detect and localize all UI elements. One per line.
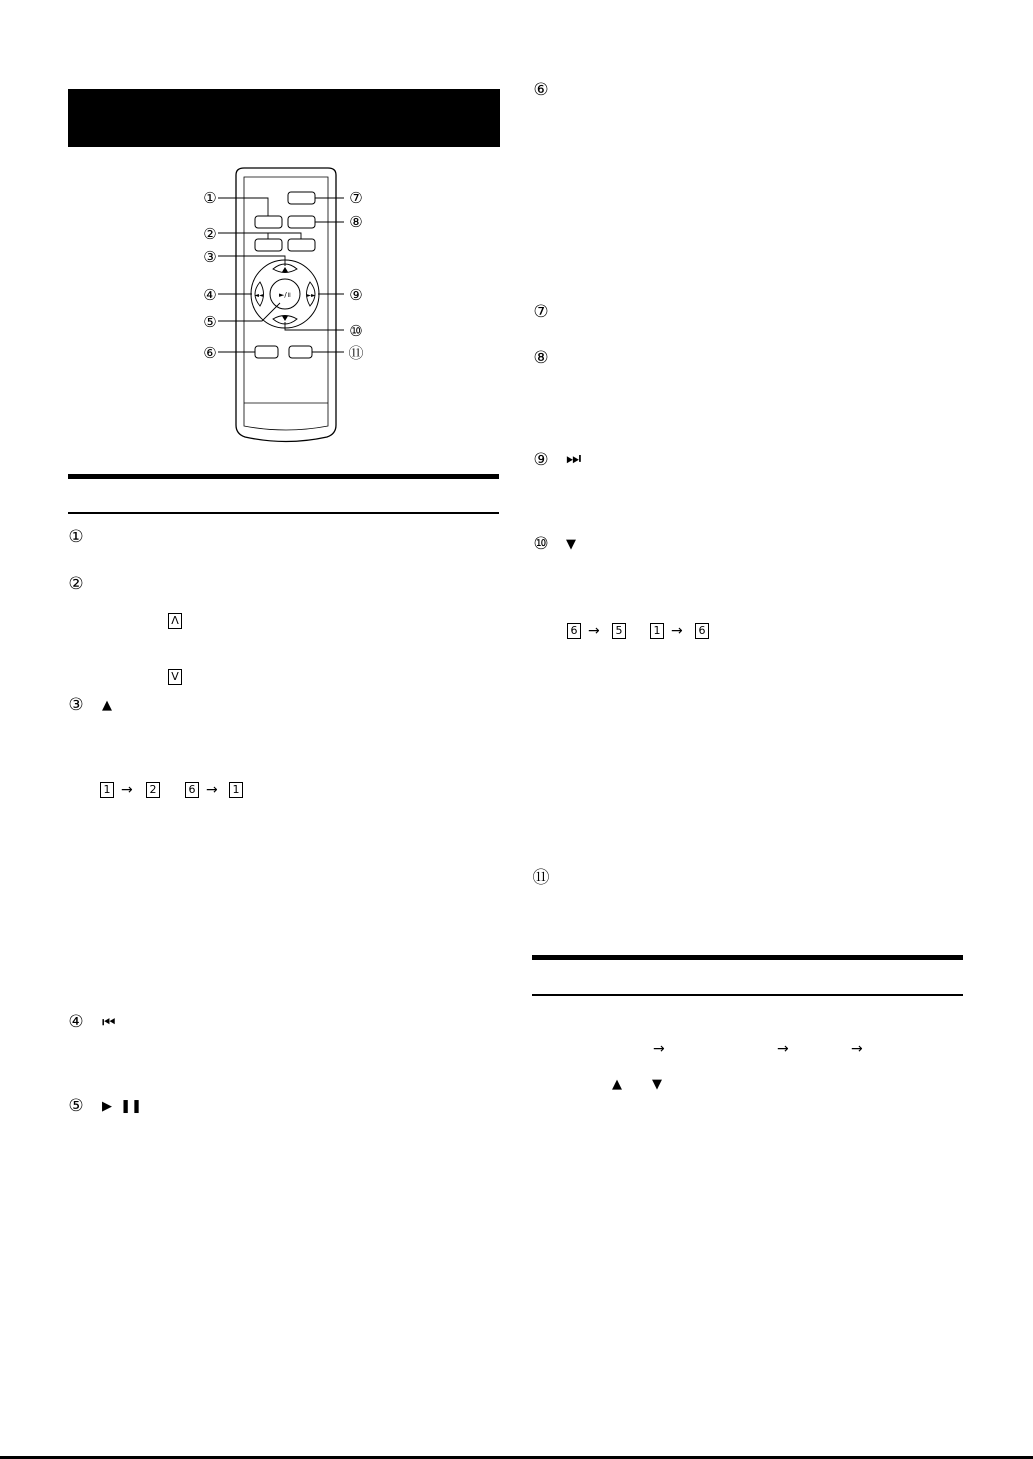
- remote-control-diagram: [190, 160, 380, 450]
- up-triangle-icon: ▲: [102, 698, 112, 713]
- up-box: Λ: [168, 613, 182, 629]
- seq-box: 1: [229, 782, 243, 798]
- item-number-8: ⑧: [533, 348, 549, 368]
- right-section-heavy-rule: [532, 955, 963, 960]
- item-number-6: ⑥: [533, 80, 549, 100]
- skip-forward-icon: ⏭: [566, 449, 582, 469]
- callout-8: ⑧: [349, 213, 363, 231]
- arrow-icon: →: [121, 782, 133, 798]
- item-number-11: ⑪: [532, 868, 550, 888]
- down-triangle-icon: ▼: [566, 537, 576, 552]
- seq-box: 1: [650, 623, 664, 639]
- item-number-3: ③: [68, 695, 84, 715]
- arrow-icon: →: [206, 782, 218, 798]
- skip-back-icon: ⏮: [102, 1013, 116, 1031]
- item-number-5: ⑤: [68, 1096, 84, 1116]
- seq-box: 6: [567, 623, 581, 639]
- callout-2: ②: [203, 225, 217, 243]
- item-number-9: ⑨: [533, 450, 549, 470]
- up-triangle-icon: ▲: [612, 1077, 622, 1092]
- callout-11: ⑪: [348, 344, 364, 362]
- item-number-2: ②: [68, 574, 84, 594]
- section-title-bar: [68, 89, 500, 147]
- callout-1: ①: [203, 189, 217, 207]
- svg-text:◄◄: ◄◄: [254, 292, 264, 299]
- item-number-10: ⑩: [533, 534, 549, 554]
- callout-9: ⑨: [349, 286, 363, 304]
- seq-box: 2: [146, 782, 160, 798]
- down-box: V: [168, 669, 182, 685]
- arrow-icon: →: [777, 1041, 789, 1057]
- seq-box: 6: [185, 782, 199, 798]
- callout-7: ⑦: [349, 189, 363, 207]
- item-number-7: ⑦: [533, 302, 549, 322]
- seq-box: 1: [100, 782, 114, 798]
- left-section-thin-rule: [68, 512, 499, 514]
- play-pause-icon: ▶ ❚❚: [102, 1099, 143, 1114]
- callout-6: ⑥: [203, 344, 217, 362]
- callout-10: ⑩: [349, 322, 363, 340]
- seq-box: 5: [612, 623, 626, 639]
- arrow-icon: →: [671, 623, 683, 639]
- callout-3: ③: [203, 248, 217, 266]
- callout-5: ⑤: [203, 313, 217, 331]
- svg-text:►►: ►►: [306, 292, 316, 299]
- arrow-icon: →: [851, 1041, 863, 1057]
- seq-box: 6: [695, 623, 709, 639]
- right-section-thin-rule: [532, 994, 963, 996]
- left-section-heavy-rule: [68, 474, 499, 479]
- arrow-icon: →: [588, 623, 600, 639]
- down-triangle-icon: ▼: [652, 1077, 662, 1092]
- item-number-4: ④: [68, 1012, 84, 1032]
- item-number-1: ①: [68, 527, 84, 547]
- callout-4: ④: [203, 286, 217, 304]
- svg-text:►/॥: ►/॥: [279, 291, 291, 299]
- arrow-icon: →: [653, 1041, 665, 1057]
